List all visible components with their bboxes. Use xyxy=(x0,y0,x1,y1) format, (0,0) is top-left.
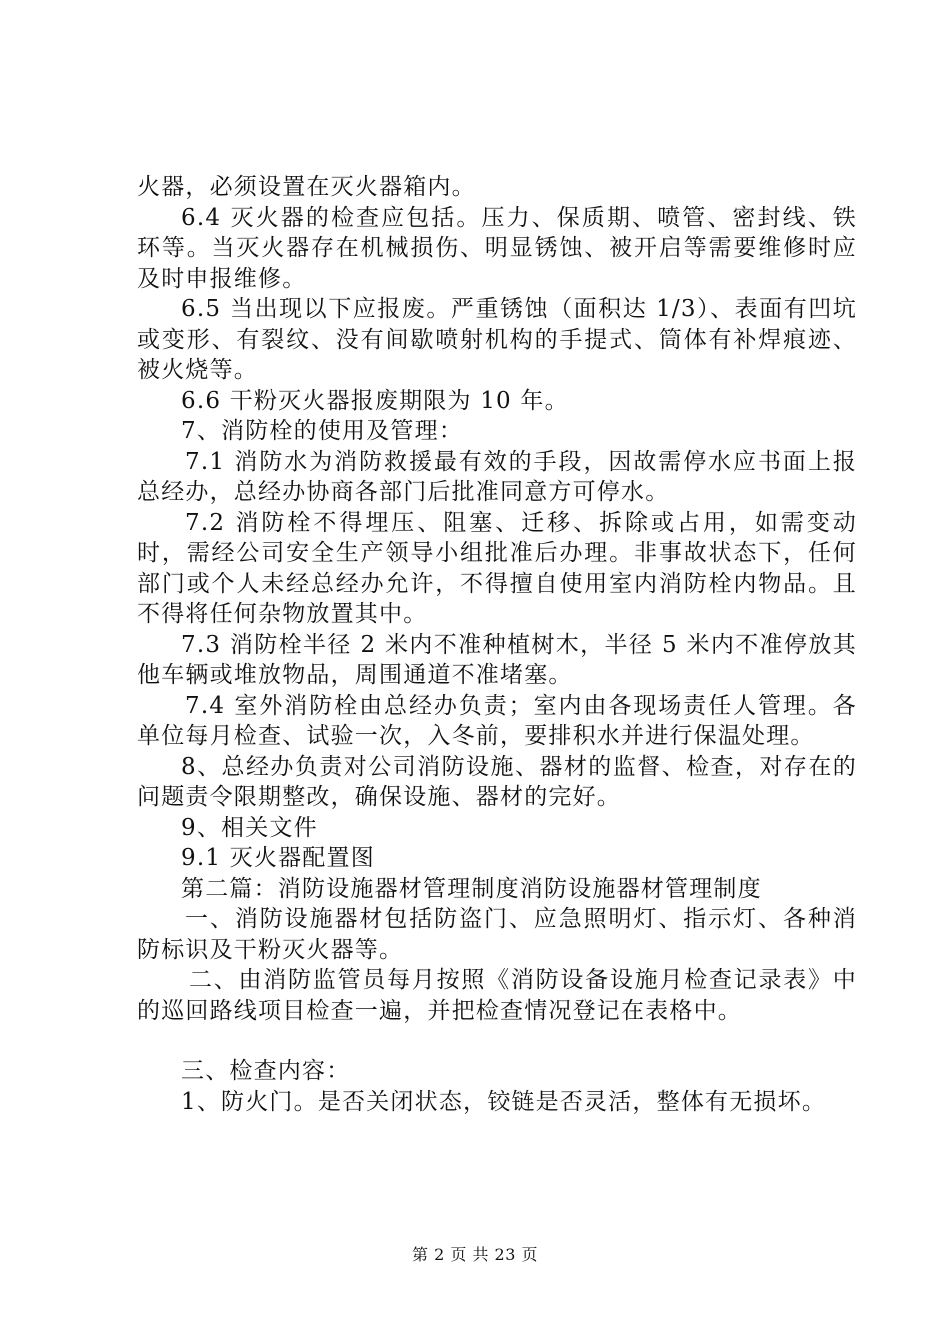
paragraph-7-2: 7.2 消防栓不得埋压、阻塞、迁移、拆除或占用，如需变动时，需经公司安全生产领导小组批准后办理。非事故状态下，任何部门或个人未经总经办允许，不得擅自使用室内消防栓内物品。且不得将任何杂物放置其中。 xyxy=(137,509,857,627)
paragraph-7-3: 7.3 消防栓半径 2 米内不准种植树木，半径 5 米内不准停放其他车辆或堆放物品，周围通道不准堵塞。 xyxy=(137,631,857,688)
paragraph-6-6: 6.6 干粉灭火器报废期限为 10 年。 xyxy=(181,387,569,414)
paragraph-section-three-heading: 三、检查内容： xyxy=(181,1058,351,1084)
paragraph-8: 8、总经办负责对公司消防设施、器材的监督、检查，对存在的问题责令限期整改，确保设施、器材的完好。 xyxy=(137,753,857,810)
paragraph-fire-extinguisher-box: 火器，必须设置在灭火器箱内。 xyxy=(137,174,476,200)
document-body xyxy=(137,172,857,1117)
paragraph-9-heading: 9、相关文件 xyxy=(181,814,318,841)
paragraph-section-two: 二、由消防监管员每月按照《消防设备设施月检查记录表》中的巡回路线项目检查一遍，并把检查情况登记在表格中。 xyxy=(137,967,857,1024)
paragraph-6-4: 6.4 灭火器的检查应包括。压力、保质期、喷管、密封线、铁环等。当灭火器存在机械损伤、明显锈蚀、被开启等需要维修时应及时申报维修。 xyxy=(137,204,857,292)
paragraph-section-one: 一、消防设施器材包括防盗门、应急照明灯、指示灯、各种消防标识及干粉灭火器等。 xyxy=(137,906,857,963)
paragraph-fire-door-check: 1、防火门。是否关闭状态，铰链是否灵活，整体有无损坏。 xyxy=(181,1088,827,1115)
page-number-footer: 第 2 页 共 23 页 xyxy=(412,1245,538,1264)
paragraph-9-1: 9.1 灭火器配置图 xyxy=(181,845,375,871)
paragraph-part-two-title: 第二篇：消防设施器材管理制度消防设施器材管理制度 xyxy=(181,875,762,902)
paragraph-7-4: 7.4 室外消防栓由总经办负责；室内由各现场责任人管理。各单位每月检查、试验一次，入冬前，要排积水并进行保温处理。 xyxy=(137,692,857,749)
paragraph-7-1: 7.1 消防水为消防救援最有效的手段，因故需停水应书面上报总经办，总经办协商各部门后批准同意方可停水。 xyxy=(137,448,857,505)
paragraph-7-heading: 7、消防栓的使用及管理： xyxy=(181,418,464,444)
paragraph-6-5: 6.5 当出现以下应报废。严重锈蚀（面积达 1/3）、表面有凹坑或变形、有裂纹、没有间歇喷射机构的手提式、筒体有补焊痕迹、被火烧等。 xyxy=(137,296,857,383)
